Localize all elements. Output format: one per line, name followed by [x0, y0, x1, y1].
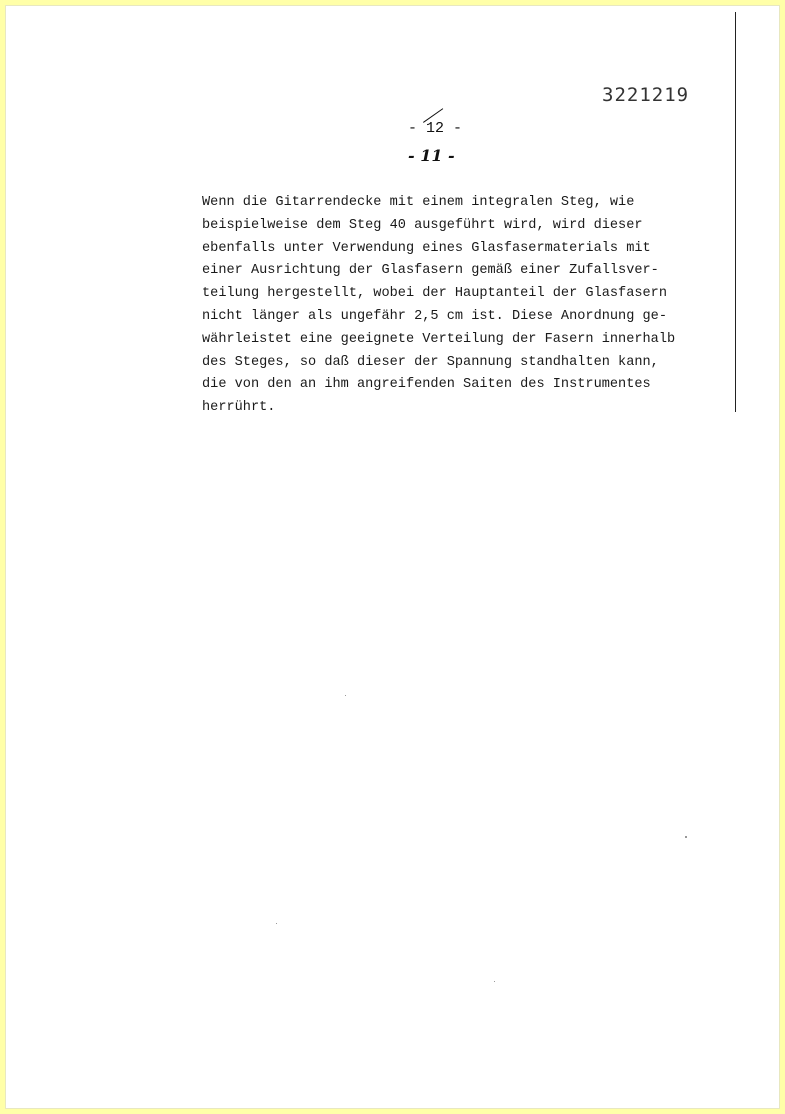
page-number-corrected: - 11 -	[408, 146, 455, 165]
scan-speck	[494, 981, 495, 982]
scan-speck	[685, 836, 687, 838]
paragraph-line: Wenn die Gitarrendecke mit einem integralen Steg, wie	[202, 195, 635, 210]
document-number: 3221219	[602, 84, 690, 106]
paragraph-line: die von den an ihm angreifenden Saiten des Instrumentes	[202, 377, 651, 393]
page-number-original: - 12 -	[408, 120, 463, 137]
paragraph-line: teilung hergestellt, wobei der Hauptanteil der Glasfasern	[202, 286, 667, 302]
paragraph-line: nicht länger als ungefähr 2,5 cm ist. Diese Anordnung ge-	[202, 308, 667, 324]
margin-rule	[735, 12, 736, 412]
document-page	[5, 5, 780, 1109]
paragraph-line: beispielweise dem Steg 40 ausgeführt wird, wird dieser	[202, 217, 643, 233]
paragraph-line: währleistet eine geeignete Verteilung der Fasern innerhalb	[202, 331, 676, 347]
scan-speck	[276, 923, 277, 924]
scan-speck	[345, 695, 346, 696]
paragraph-line: des Steges, so daß dieser der Spannung standhalten kann,	[202, 354, 659, 370]
body-paragraph	[202, 192, 722, 420]
paragraph-line: ebenfalls unter Verwendung eines Glasfasermaterials mit	[202, 240, 651, 256]
paragraph-line: einer Ausrichtung der Glasfasern gemäß einer Zufallsver-	[202, 263, 659, 279]
paragraph-line: herrührt.	[202, 400, 276, 416]
